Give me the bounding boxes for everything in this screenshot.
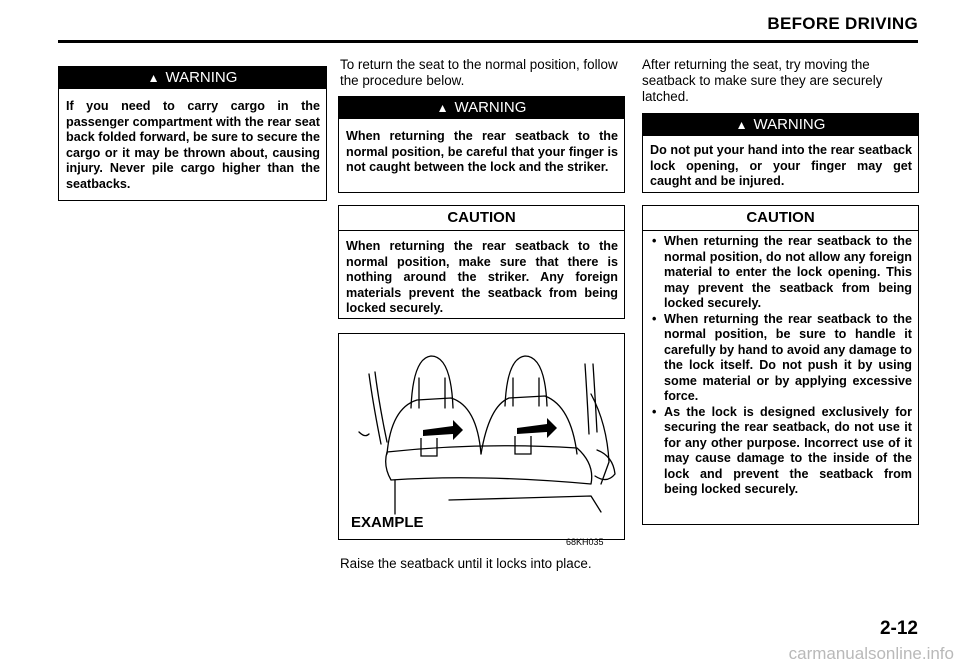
warning-header: [59, 67, 326, 89]
left-warning-box: [58, 66, 327, 201]
caution-header: CAUTION: [643, 206, 918, 231]
seatback-illustration: [338, 333, 625, 540]
right-caution-list: [643, 231, 918, 503]
rear-seat-drawing: [339, 334, 624, 539]
right-caution-box: [642, 205, 919, 525]
warning-label: WARNING: [165, 69, 238, 86]
middle-caution-box: [338, 205, 625, 319]
warning-triangle-icon: ▲: [735, 118, 748, 132]
warning-triangle-icon: ▲: [436, 101, 449, 115]
figure-code: 68KH035: [566, 537, 604, 547]
caution-header: CAUTION: [339, 206, 624, 231]
caution-bullet-item: • When returning the rear seatback to the normal position, do not allow any foreign material to enter the lock opening. This may prevent the seatback from being locked securely.: [650, 234, 912, 312]
warning-header: [643, 114, 918, 136]
warning-label: WARNING: [753, 116, 826, 133]
caution-bullet-item: • As the lock is designed exclusively for securing the rear seatback, do not use it for any other purpose. Incorrect use of it may cause damage to the inside of the lock and prevent the seatback from being locked securely.: [650, 405, 912, 498]
right-warning-box: [642, 113, 919, 193]
header-rule: [58, 40, 918, 43]
left-warning-text: If you need to carry cargo in the passenger compartment with the rear seat back folded forward, be sure to secure the cargo or it may be thrown about, causing injury. Never pile cargo higher than the seatbacks.: [66, 99, 320, 191]
middle-intro-text: To return the seat to the normal position, follow the procedure below.: [340, 57, 618, 88]
middle-warning-box: [338, 96, 625, 193]
middle-caution-text: When returning the rear seatback to the normal position, make sure that there is nothing around the striker. Any foreign materials prevent the seatback from being locked securely.: [346, 239, 618, 315]
caution-bullet-item: • When returning the rear seatback to the normal position, be sure to handle it carefully by hand to avoid any damage to the lock itself. Do not push it by using some material or by applying excessive force.: [650, 312, 912, 405]
page-header-title: BEFORE DRIVING: [767, 14, 918, 33]
right-intro-text: After returning the seat, try moving the seatback to make sure they are securely latched.: [642, 57, 883, 104]
right-warning-text: Do not put your hand into the rear seatback lock opening, or your finger may get caught and be injured.: [650, 143, 912, 188]
page-number: 2-12: [879, 618, 918, 639]
warning-label: WARNING: [454, 99, 527, 116]
watermark-text: carmanualsonline.info: [788, 644, 954, 663]
figure-example-label: EXAMPLE: [351, 514, 424, 531]
middle-warning-text: When returning the rear seatback to the normal position, be careful that your finger is not caught between the lock and the striker.: [346, 129, 618, 174]
figure-caption: Raise the seatback until it locks into place.: [340, 556, 592, 571]
warning-header: [339, 97, 624, 119]
warning-triangle-icon: ▲: [147, 71, 160, 85]
